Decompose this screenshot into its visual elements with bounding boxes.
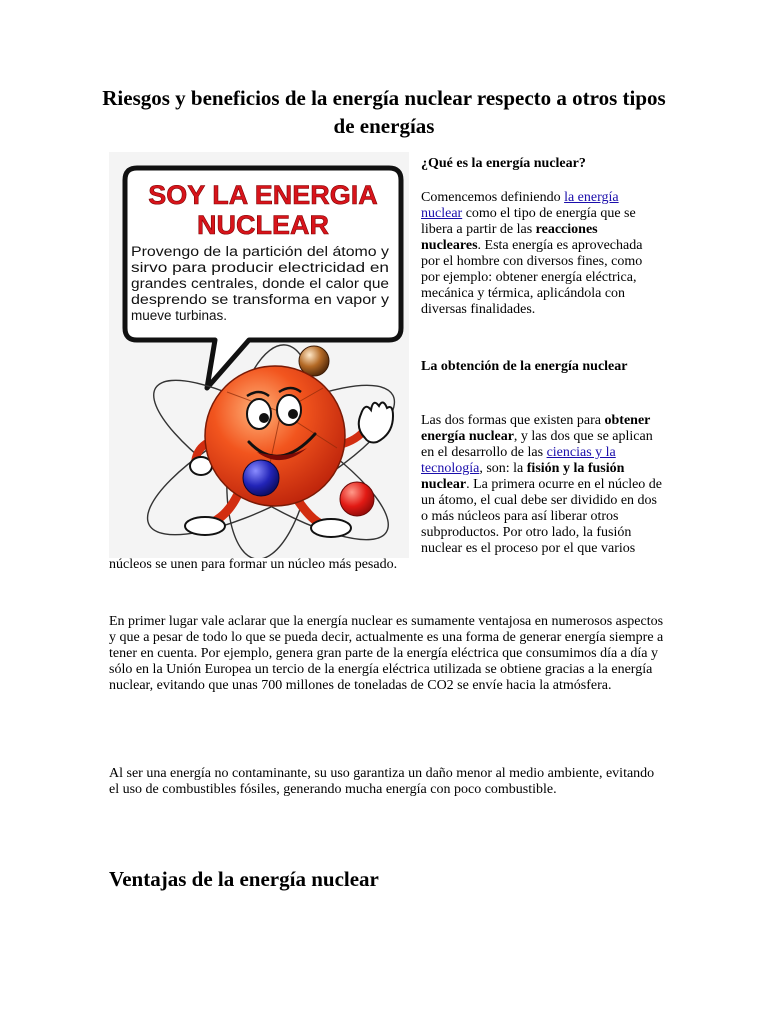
bubble-line-5: mueve turbinas.: [131, 308, 228, 323]
illustration-headline-1: SOY LA ENERGIA: [148, 180, 378, 210]
section-heading-what-is: ¿Qué es la energía nuclear?: [421, 156, 586, 171]
link-ciencias-tecnologia[interactable]: ciencias y la tecnología: [421, 445, 616, 476]
paragraph-advantages-2: Al ser una energía no contaminante, su uso garantiza un daño menor al medio ambiente, evitando el uso de combustibles fósiles, generando mucha energía con poco combustible.: [109, 766, 655, 797]
document-title: Riesgos y beneficios de la energía nuclear respecto a otros tipos de energías: [102, 86, 666, 138]
paragraph-obtencion: Las dos formas que existen para obtener energía nuclear, y las dos que se aplican en el desarrollo de las ciencias y la tecnología, son: la fisión y la fusión nuclear. La primera ocurre en el núcleo de un átomo, el cual debe ser dividido en dos o más núcleos para así liberar otros subproductos. Por otro lado, la fusión nuclear es el proceso por el que varios núcleos se unen para formar un núcleo más pesado.: [109, 413, 663, 572]
illustration-headline-2: NUCLEAR: [197, 210, 329, 240]
bubble-line-1: Provengo de la partición del átomo y: [131, 244, 390, 259]
section-heading-ventajas: Ventajas de la energía nuclear: [109, 867, 379, 891]
bubble-line-2: sirvo para producir electricidad en: [131, 260, 389, 275]
paragraph-advantages-1: En primer lugar vale aclarar que la energía nuclear es sumamente ventajosa en numerosos aspectos y que a pesar de todo lo que se pueda decir, actualmente es una forma de generar energía siempre a tener en cuenta. Por ejemplo, genera gran parte de la energía eléctrica que consumimos día a día y sólo en la Unión Europea un tercio de la energía eléctrica utilizada se obtiene gracias a la energía nuclear, evitando que unas 700 millones de toneladas de CO2 se envíe hacia la atmósfera.: [109, 614, 664, 693]
paragraph-definition: Comencemos definiendo la energía nuclear como el tipo de energía que se libera a partir de las reacciones nucleares. Esta energía es aprovechada por el hombre con diversos fines, como por ejemplo: obtener energía eléctrica, mecánica y térmica, aplicándola con diversas finalidades.: [421, 190, 643, 317]
bubble-line-3: grandes centrales, donde el calor que: [131, 276, 389, 291]
bubble-line-4: desprendo se transforma en vapor y: [131, 292, 390, 307]
link-energia-nuclear[interactable]: la energía nuclear: [421, 190, 619, 221]
float-spacer: [109, 413, 421, 557]
section-heading-obtencion: La obtención de la energía nuclear: [421, 359, 628, 374]
